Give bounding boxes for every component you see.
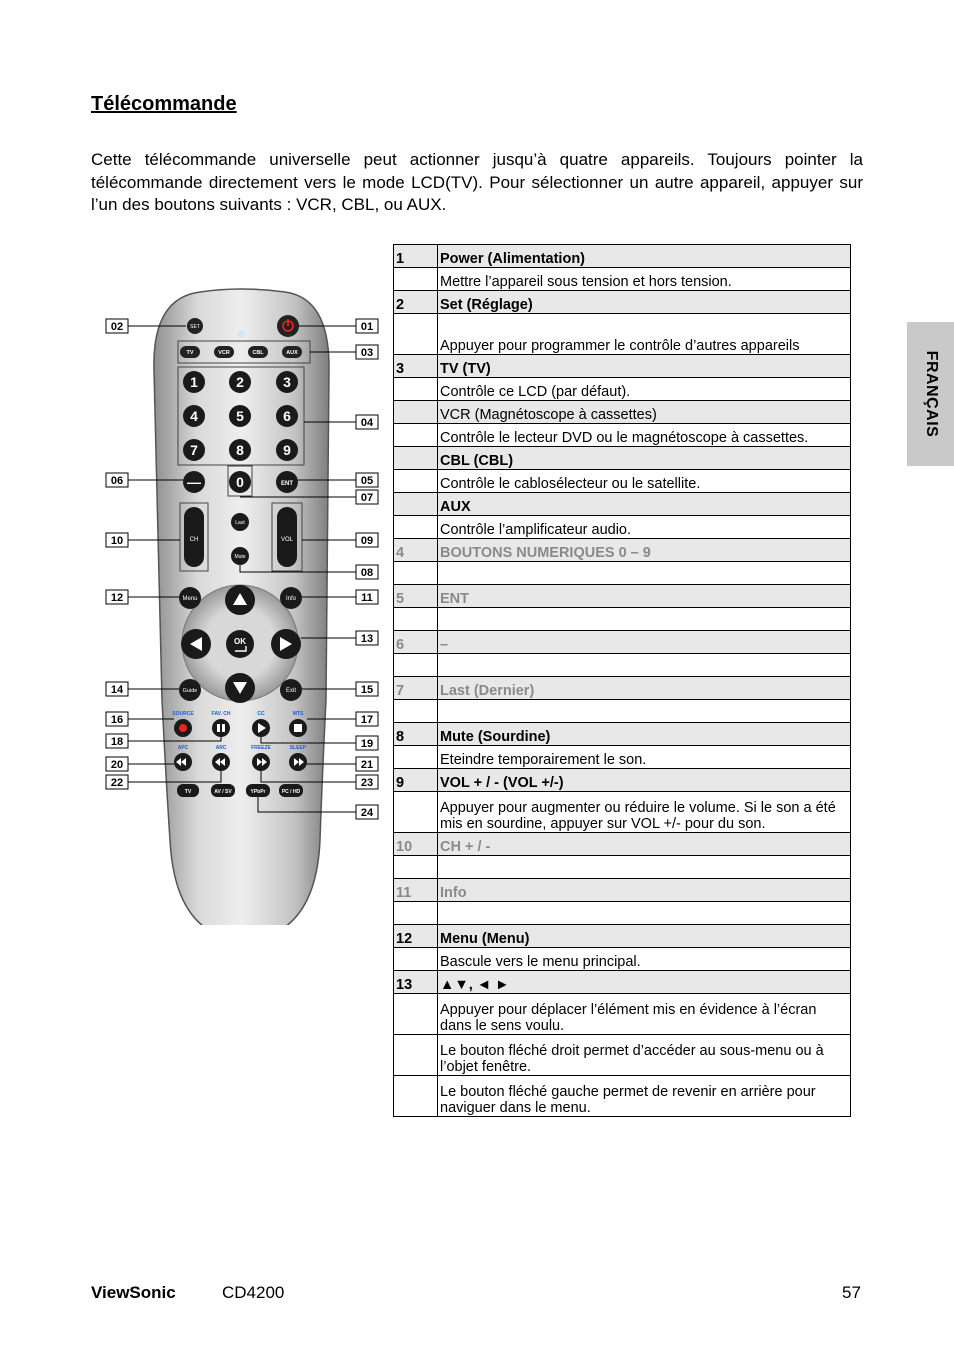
- table-row: [394, 608, 851, 631]
- set-button: SET: [190, 324, 200, 330]
- table-cell-number: [394, 856, 438, 879]
- info-button: Info: [285, 596, 297, 602]
- table-row: [394, 856, 851, 879]
- table-cell-number: [394, 470, 438, 493]
- table-cell-number: 3: [394, 355, 438, 378]
- table-cell-number: 4: [394, 539, 438, 562]
- table-row: [394, 516, 851, 539]
- table-cell-text: Mute (Sourdine): [438, 723, 851, 746]
- table-cell-text: Contrôle le lecteur DVD ou le magnétoscope à cassettes.: [438, 424, 851, 447]
- remote-label: 9: [283, 442, 291, 458]
- table-cell-text: [438, 856, 851, 879]
- remote-label: 2: [236, 374, 244, 390]
- table-cell-number: [394, 268, 438, 291]
- table-row: [394, 700, 851, 723]
- table-cell-text: TV (TV): [438, 355, 851, 378]
- table-cell-number: [394, 792, 438, 833]
- remote-label: 21: [360, 759, 374, 771]
- table-cell-number: [394, 314, 438, 355]
- remote-label: 8: [236, 442, 244, 458]
- table-cell-number: 9: [394, 769, 438, 792]
- remote-label: 05: [360, 475, 374, 487]
- remote-label: ARC: [215, 745, 227, 751]
- intro-paragraph: Cette télécommande universelle peut actionner jusqu’à quatre appareils. Toujours pointer la télécommande directement vers le mode LCD(TV). Pour sélectionner un autre appareil, appuyer sur l’un des boutons suivants : VCR, CBL, ou AUX.: [91, 150, 863, 214]
- table-cell-text: [438, 700, 851, 723]
- remote-label: AV / SV: [214, 789, 232, 795]
- remote-label: APC: [177, 745, 189, 751]
- table-cell-text: Info: [438, 879, 851, 902]
- footer-model: CD4200: [222, 1283, 285, 1302]
- remote-label: 02: [110, 321, 124, 333]
- remote-label: 06: [110, 475, 124, 487]
- remote-label: 10: [110, 535, 124, 547]
- remote-label: 15: [360, 684, 374, 696]
- table-cell-number: [394, 1076, 438, 1117]
- table-row: [394, 1035, 851, 1076]
- table-cell-text: Appuyer pour programmer le contrôle d’autres appareils: [438, 314, 851, 355]
- table-row: [394, 539, 851, 562]
- table-row: [394, 378, 851, 401]
- table-row: [394, 447, 851, 470]
- table-cell-number: [394, 746, 438, 769]
- remote-label: 07: [360, 492, 374, 504]
- table-cell-text: CBL (CBL): [438, 447, 851, 470]
- remote-label: 22: [110, 777, 124, 789]
- table-cell-text: Le bouton fléché droit permet d’accéder au sous-menu ou à l’objet fenêtre.: [438, 1035, 851, 1076]
- table-row: [394, 746, 851, 769]
- table-cell-text: Bascule vers le menu principal.: [438, 948, 851, 971]
- table-cell-number: 8: [394, 723, 438, 746]
- remote-label: SLEEP: [289, 745, 307, 751]
- table-row: [394, 994, 851, 1035]
- table-row: [394, 291, 851, 314]
- remote-label: 5: [236, 408, 244, 424]
- language-tab: [907, 322, 954, 466]
- remote-label: 09: [360, 535, 374, 547]
- table-row: [394, 769, 851, 792]
- table-row: [394, 925, 851, 948]
- remote-label: CC: [257, 711, 265, 717]
- table-row: [394, 245, 851, 268]
- ch-rocker: CH: [189, 537, 199, 543]
- language-tab-label: FRANÇAIS: [922, 350, 940, 438]
- dash-button: —: [187, 474, 201, 490]
- table-row: [394, 355, 851, 378]
- table-cell-text: ENT: [438, 585, 851, 608]
- ok-button: OK: [234, 637, 246, 646]
- table-cell-text: –: [438, 631, 851, 654]
- remote-label: 0: [236, 474, 244, 490]
- remote-label: 14: [110, 684, 124, 696]
- remote-label: FREEZE: [251, 745, 271, 751]
- remote-label: 13: [360, 633, 374, 645]
- remote-label: 4: [190, 408, 198, 424]
- table-row: [394, 314, 851, 355]
- table-cell-text: Appuyer pour déplacer l’élément mis en évidence à l’écran dans le sens voulu.: [438, 994, 851, 1035]
- footer-brand: ViewSonic: [91, 1283, 176, 1302]
- remote-label: 23: [360, 777, 374, 789]
- table-row: [394, 470, 851, 493]
- table-cell-number: [394, 654, 438, 677]
- table-cell-number: 1: [394, 245, 438, 268]
- remote-label: 11: [361, 592, 373, 604]
- table-row: [394, 493, 851, 516]
- table-cell-text: Appuyer pour augmenter ou réduire le volume. Si le son a été mis en sourdine, appuyer sur VOL +/- pour du son.: [438, 792, 851, 833]
- vol-rocker: VOL: [280, 537, 294, 543]
- page-title: Télécommande: [91, 93, 237, 115]
- mute-button: Mute: [234, 554, 246, 560]
- vcr-button: VCR: [218, 350, 230, 356]
- table-cell-number: 2: [394, 291, 438, 314]
- table-row: [394, 902, 851, 925]
- remote-label: 3: [283, 374, 291, 390]
- table-cell-number: 12: [394, 925, 438, 948]
- table-cell-text: Set (Réglage): [438, 291, 851, 314]
- page-number: 57: [842, 1283, 861, 1302]
- remote-label: 01: [360, 321, 374, 333]
- remote-label: 6: [283, 408, 291, 424]
- table-row: [394, 971, 851, 994]
- table-cell-number: 7: [394, 677, 438, 700]
- table-row: [394, 1076, 851, 1117]
- table-row: [394, 562, 851, 585]
- table-cell-number: [394, 516, 438, 539]
- table-cell-number: 10: [394, 833, 438, 856]
- cbl-button: CBL: [252, 350, 264, 356]
- table-cell-text: Mettre l’appareil sous tension et hors tension.: [438, 268, 851, 291]
- table-cell-text: VCR (Magnétoscope à cassettes): [438, 401, 851, 424]
- table-cell-text: AUX: [438, 493, 851, 516]
- aux-button: AUX: [286, 350, 298, 356]
- remote-label: PC / HD: [281, 789, 301, 795]
- remote-label: 20: [110, 759, 124, 771]
- table-row: [394, 654, 851, 677]
- table-cell-number: 6: [394, 631, 438, 654]
- table-row: [394, 879, 851, 902]
- table-cell-text: BOUTONS NUMERIQUES 0 – 9: [438, 539, 851, 562]
- table-cell-text: Le bouton fléché gauche permet de revenir en arrière pour naviguer dans le menu.: [438, 1076, 851, 1117]
- table-row: [394, 401, 851, 424]
- table-cell-text: Contrôle ce LCD (par défaut).: [438, 378, 851, 401]
- table-cell-number: [394, 994, 438, 1035]
- table-cell-text: Last (Dernier): [438, 677, 851, 700]
- table-cell-number: [394, 700, 438, 723]
- table-cell-text: Contrôle le cablosélecteur ou le satellite.: [438, 470, 851, 493]
- table-cell-text: [438, 654, 851, 677]
- button-description-table: [393, 244, 851, 1117]
- table-cell-number: 11: [394, 879, 438, 902]
- table-row: [394, 424, 851, 447]
- table-cell-text: ▲▼, ◄ ►: [438, 971, 851, 994]
- table-cell-number: [394, 1035, 438, 1076]
- remote-label: 18: [110, 736, 124, 748]
- table-cell-text: Power (Alimentation): [438, 245, 851, 268]
- table-row: [394, 833, 851, 856]
- table-cell-number: [394, 608, 438, 631]
- menu-button: Menu: [182, 596, 198, 602]
- table-cell-text: Contrôle l’amplificateur audio.: [438, 516, 851, 539]
- table-cell-number: [394, 447, 438, 470]
- table-cell-text: CH + / -: [438, 833, 851, 856]
- pause-icon: [212, 719, 230, 737]
- table-cell-text: Eteindre temporairement le son.: [438, 746, 851, 769]
- table-cell-number: 5: [394, 585, 438, 608]
- remote-label: 17: [360, 714, 374, 726]
- table-cell-number: [394, 902, 438, 925]
- table-cell-text: [438, 608, 851, 631]
- ent-button: ENT: [281, 481, 293, 487]
- table-cell-number: [394, 948, 438, 971]
- remote-label: 04: [360, 417, 374, 429]
- remote-label: 19: [360, 738, 374, 750]
- table-cell-number: [394, 378, 438, 401]
- table-cell-text: [438, 562, 851, 585]
- remote-label: SOURCE: [172, 711, 194, 717]
- table-cell-number: [394, 424, 438, 447]
- remote-label: FAV. CH: [211, 711, 231, 717]
- table-cell-text: [438, 902, 851, 925]
- table-row: [394, 792, 851, 833]
- exit-button: Exit: [285, 688, 297, 694]
- table-row: [394, 631, 851, 654]
- remote-label: 24: [360, 807, 374, 819]
- table-row: [394, 585, 851, 608]
- table-cell-number: 13: [394, 971, 438, 994]
- remote-label: 12: [110, 592, 124, 604]
- last-button: Last: [235, 520, 245, 526]
- table-cell-number: [394, 562, 438, 585]
- remote-label: TV: [184, 789, 192, 795]
- remote-label: 03: [360, 347, 374, 359]
- remote-label: 08: [360, 567, 374, 579]
- remote-label: 16: [110, 714, 124, 726]
- tv-button: TV: [186, 350, 194, 356]
- table-row: [394, 723, 851, 746]
- table-cell-number: [394, 493, 438, 516]
- table-row: [394, 677, 851, 700]
- table-cell-number: [394, 401, 438, 424]
- remote-control-illustration: [100, 285, 390, 925]
- guide-button: Guide: [182, 688, 198, 694]
- remote-label: 7: [190, 442, 198, 458]
- table-cell-text: Menu (Menu): [438, 925, 851, 948]
- remote-label: MTS: [292, 711, 304, 717]
- remote-label: 1: [190, 374, 198, 390]
- table-row: [394, 948, 851, 971]
- table-cell-text: VOL + / - (VOL +/-): [438, 769, 851, 792]
- remote-label: YPbPr: [250, 789, 266, 795]
- table-row: [394, 268, 851, 291]
